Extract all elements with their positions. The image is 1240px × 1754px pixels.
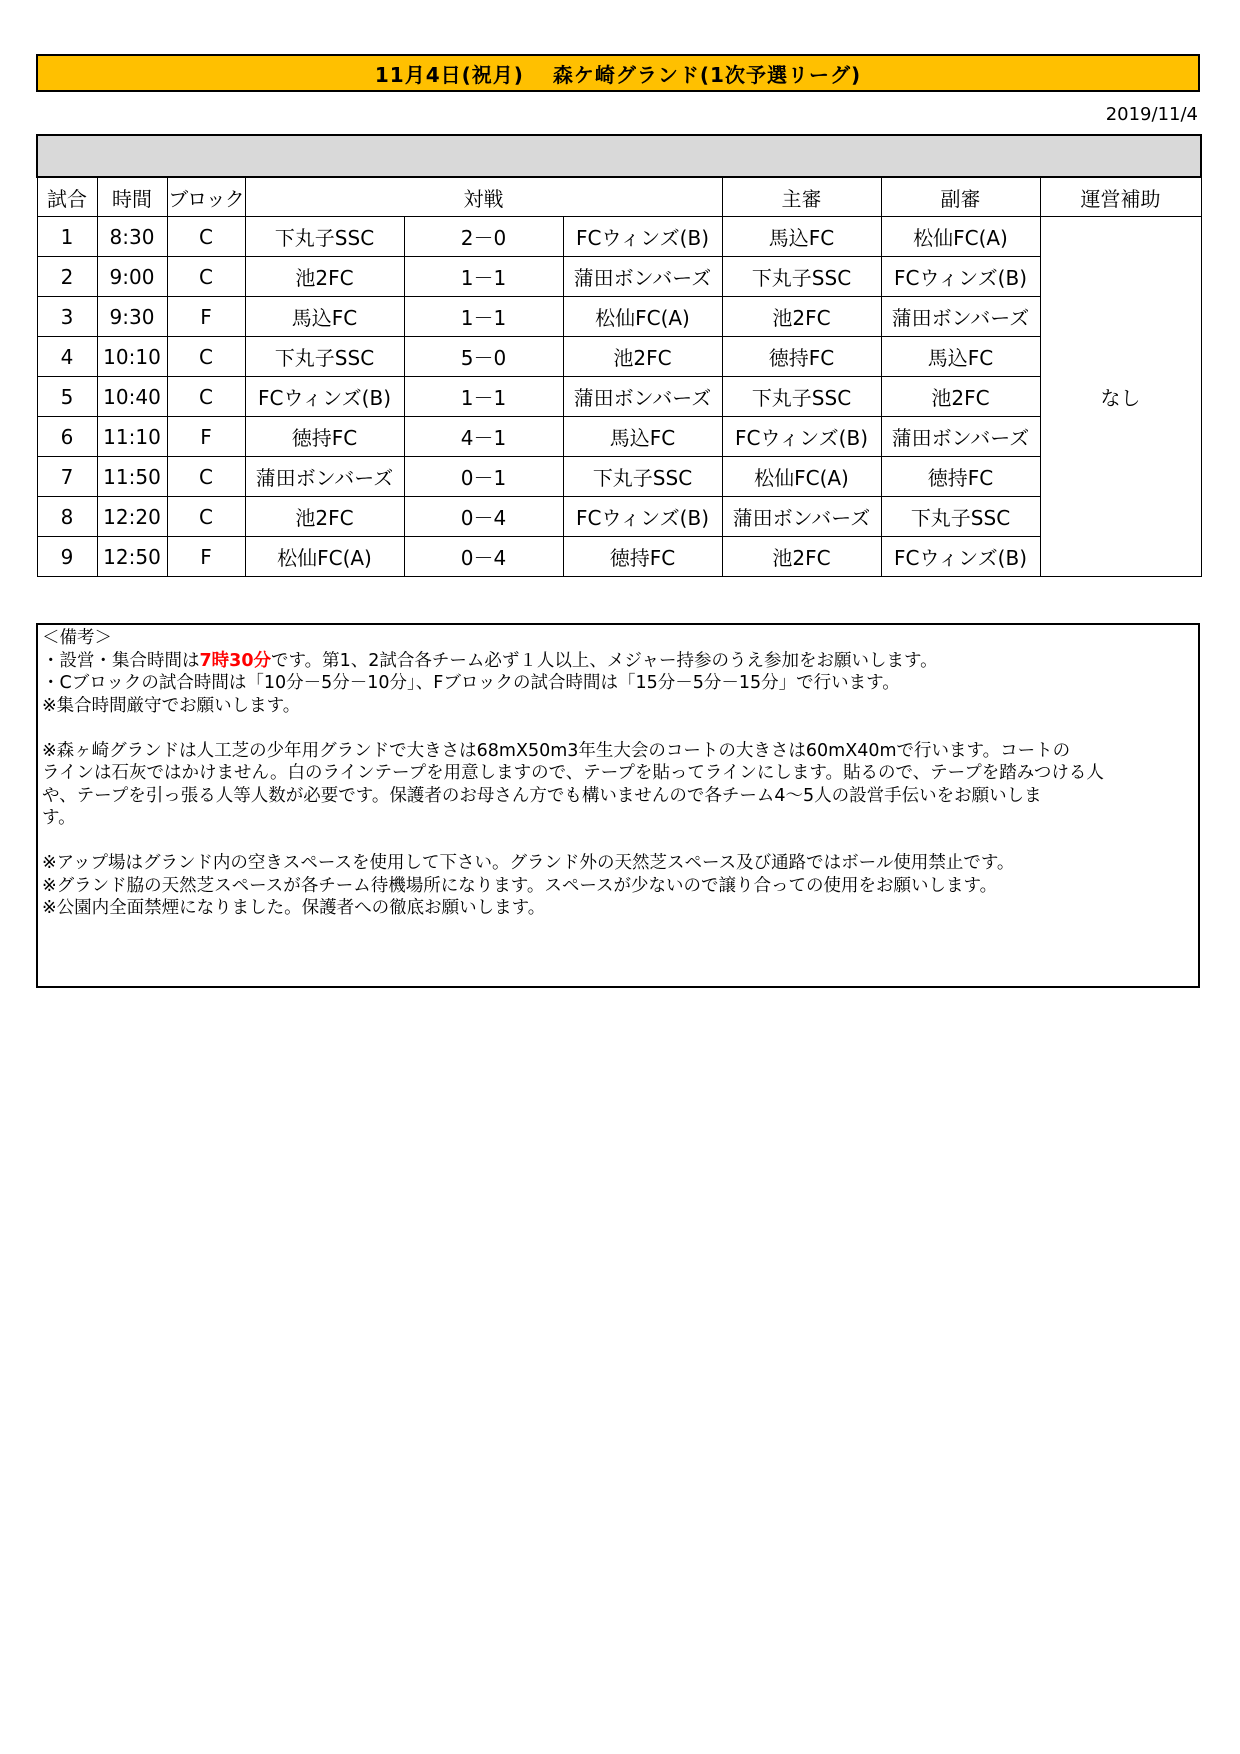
match-score: 1－1 [404,377,563,417]
match-number: 3 [37,297,97,337]
col-header-assistant: 副審 [881,177,1040,217]
col-header-support: 運営補助 [1040,177,1201,217]
home-team: FCウィンズ(B) [245,377,404,417]
match-schedule-table [36,134,1202,577]
match-number: 7 [37,457,97,497]
column-header-row [37,177,1201,217]
away-team: FCウィンズ(B) [563,217,722,257]
assistant-team: 蒲田ボンバーズ [881,417,1040,457]
match-number: 1 [37,217,97,257]
away-team: 蒲田ボンバーズ [563,377,722,417]
home-team: 下丸子SSC [245,337,404,377]
remarks-line: す。 [42,808,76,828]
col-header-block: ブロック [167,177,245,217]
remarks-line: や、テープを引っ張る人等人数が必要です。保護者のお母さん方でも構いませんので各チーム4～5人の設営手伝いをお願いしま [42,785,1042,806]
table-row [37,257,1201,297]
match-number: 8 [37,497,97,537]
match-time: 12:50 [97,537,167,577]
table-row [37,457,1201,497]
match-score: 4－1 [404,417,563,457]
assistant-team: 徳持FC [881,457,1040,497]
table-row [37,377,1201,417]
home-team: 下丸子SSC [245,217,404,257]
match-block: F [167,417,245,457]
table-header-band [37,135,1201,177]
assistant-team: 下丸子SSC [881,497,1040,537]
referee-team: 池2FC [722,537,881,577]
match-number: 2 [37,257,97,297]
remarks-spacer [42,830,1194,853]
col-header-versus: 対戦 [245,177,722,217]
match-time: 12:20 [97,497,167,537]
referee-team: 下丸子SSC [722,377,881,417]
assistant-team: FCウィンズ(B) [881,257,1040,297]
support-cell: なし [1040,217,1201,577]
away-team: 徳持FC [563,537,722,577]
referee-team: 下丸子SSC [722,257,881,297]
home-team: 徳持FC [245,417,404,457]
remarks-line: ラインは石灰ではかけません。白のラインテープを用意しますので、テープを貼ってラインにします。貼るので、テープを踏みつける人 [42,763,1104,783]
remarks-text: ・設営・集合時間は [42,650,200,671]
col-header-time: 時間 [97,177,167,217]
match-block: C [167,257,245,297]
table-row [37,497,1201,537]
home-team: 松仙FC(A) [245,537,404,577]
remarks-line: ・Cブロックの試合時間は「10分－5分－10分」、Fブロックの試合時間は「15分－5分－15分」で行います。 [42,673,900,693]
remarks-line: ※集合時間厳守でお願いします。 [42,695,301,716]
home-team: 池2FC [245,257,404,297]
match-score: 1－1 [404,257,563,297]
match-block: C [167,337,245,377]
match-block: C [167,217,245,257]
home-team: 馬込FC [245,297,404,337]
remarks-line: ※アップ場はグランド内の空きスペースを使用して下さい。グランド外の天然芝スペース及び通路ではボール使用禁止です。 [42,853,1015,873]
away-team: 馬込FC [563,417,722,457]
match-score: 5－0 [404,337,563,377]
match-time: 11:10 [97,417,167,457]
remarks-spacer [42,717,1194,740]
match-number: 4 [37,337,97,377]
col-header-match: 試合 [37,177,97,217]
away-team: 蒲田ボンバーズ [563,257,722,297]
assistant-team: 池2FC [881,377,1040,417]
assistant-team: 馬込FC [881,337,1040,377]
match-block: C [167,457,245,497]
referee-team: 蒲田ボンバーズ [722,497,881,537]
table-row [37,297,1201,337]
referee-team: 池2FC [722,297,881,337]
match-score: 1－1 [404,297,563,337]
assistant-team: FCウィンズ(B) [881,537,1040,577]
match-number: 5 [37,377,97,417]
assistant-team: 松仙FC(A) [881,217,1040,257]
remarks-text: です。第1、2試合各チーム必ず１人以上、メジャー持参のうえ参加をお願いします。 [271,650,938,671]
match-block: F [167,537,245,577]
remarks-line: ※グランド脇の天然芝スペースが各チーム待機場所になります。スペースが少ないので譲り合っての使用をお願いします。 [42,875,998,896]
assistant-team: 蒲田ボンバーズ [881,297,1040,337]
match-time: 9:00 [97,257,167,297]
away-team: 池2FC [563,337,722,377]
remarks-heading: ＜備考＞ [42,628,112,648]
referee-team: 松仙FC(A) [722,457,881,497]
table-row [37,537,1201,577]
remarks-line: ※公園内全面禁煙になりました。保護者への徹底お願いします。 [42,898,546,918]
referee-team: 馬込FC [722,217,881,257]
home-team: 池2FC [245,497,404,537]
match-score: 0－4 [404,537,563,577]
match-number: 6 [37,417,97,457]
away-team: 下丸子SSC [563,457,722,497]
match-time: 8:30 [97,217,167,257]
table-row [37,337,1201,377]
page-title: 11月4日(祝月) 森ケ崎グランド(1次予選リーグ) [36,54,1200,92]
table-row [37,217,1201,257]
away-team: 松仙FC(A) [563,297,722,337]
remarks-box [36,623,1200,988]
home-team: 蒲田ボンバーズ [245,457,404,497]
match-block: C [167,377,245,417]
remarks-line: ※森ヶ崎グランドは人工芝の少年用グランドで大きさは68mX50m3年生大会のコートの大きさは60mX40mで行います。コートの [42,740,1071,761]
remarks-line [42,650,1194,673]
table-row [37,417,1201,457]
document-date: 2019/11/4 [1105,104,1198,125]
col-header-referee: 主審 [722,177,881,217]
match-time: 10:10 [97,337,167,377]
assembly-time-highlight: 7時30分 [199,650,272,671]
match-number: 9 [37,537,97,577]
away-team: FCウィンズ(B) [563,497,722,537]
match-score: 0－1 [404,457,563,497]
match-block: C [167,497,245,537]
match-score: 0－4 [404,497,563,537]
match-time: 9:30 [97,297,167,337]
match-block: F [167,297,245,337]
gray-band-cell [37,135,1201,177]
referee-team: 徳持FC [722,337,881,377]
match-time: 11:50 [97,457,167,497]
match-time: 10:40 [97,377,167,417]
referee-team: FCウィンズ(B) [722,417,881,457]
match-score: 2－0 [404,217,563,257]
